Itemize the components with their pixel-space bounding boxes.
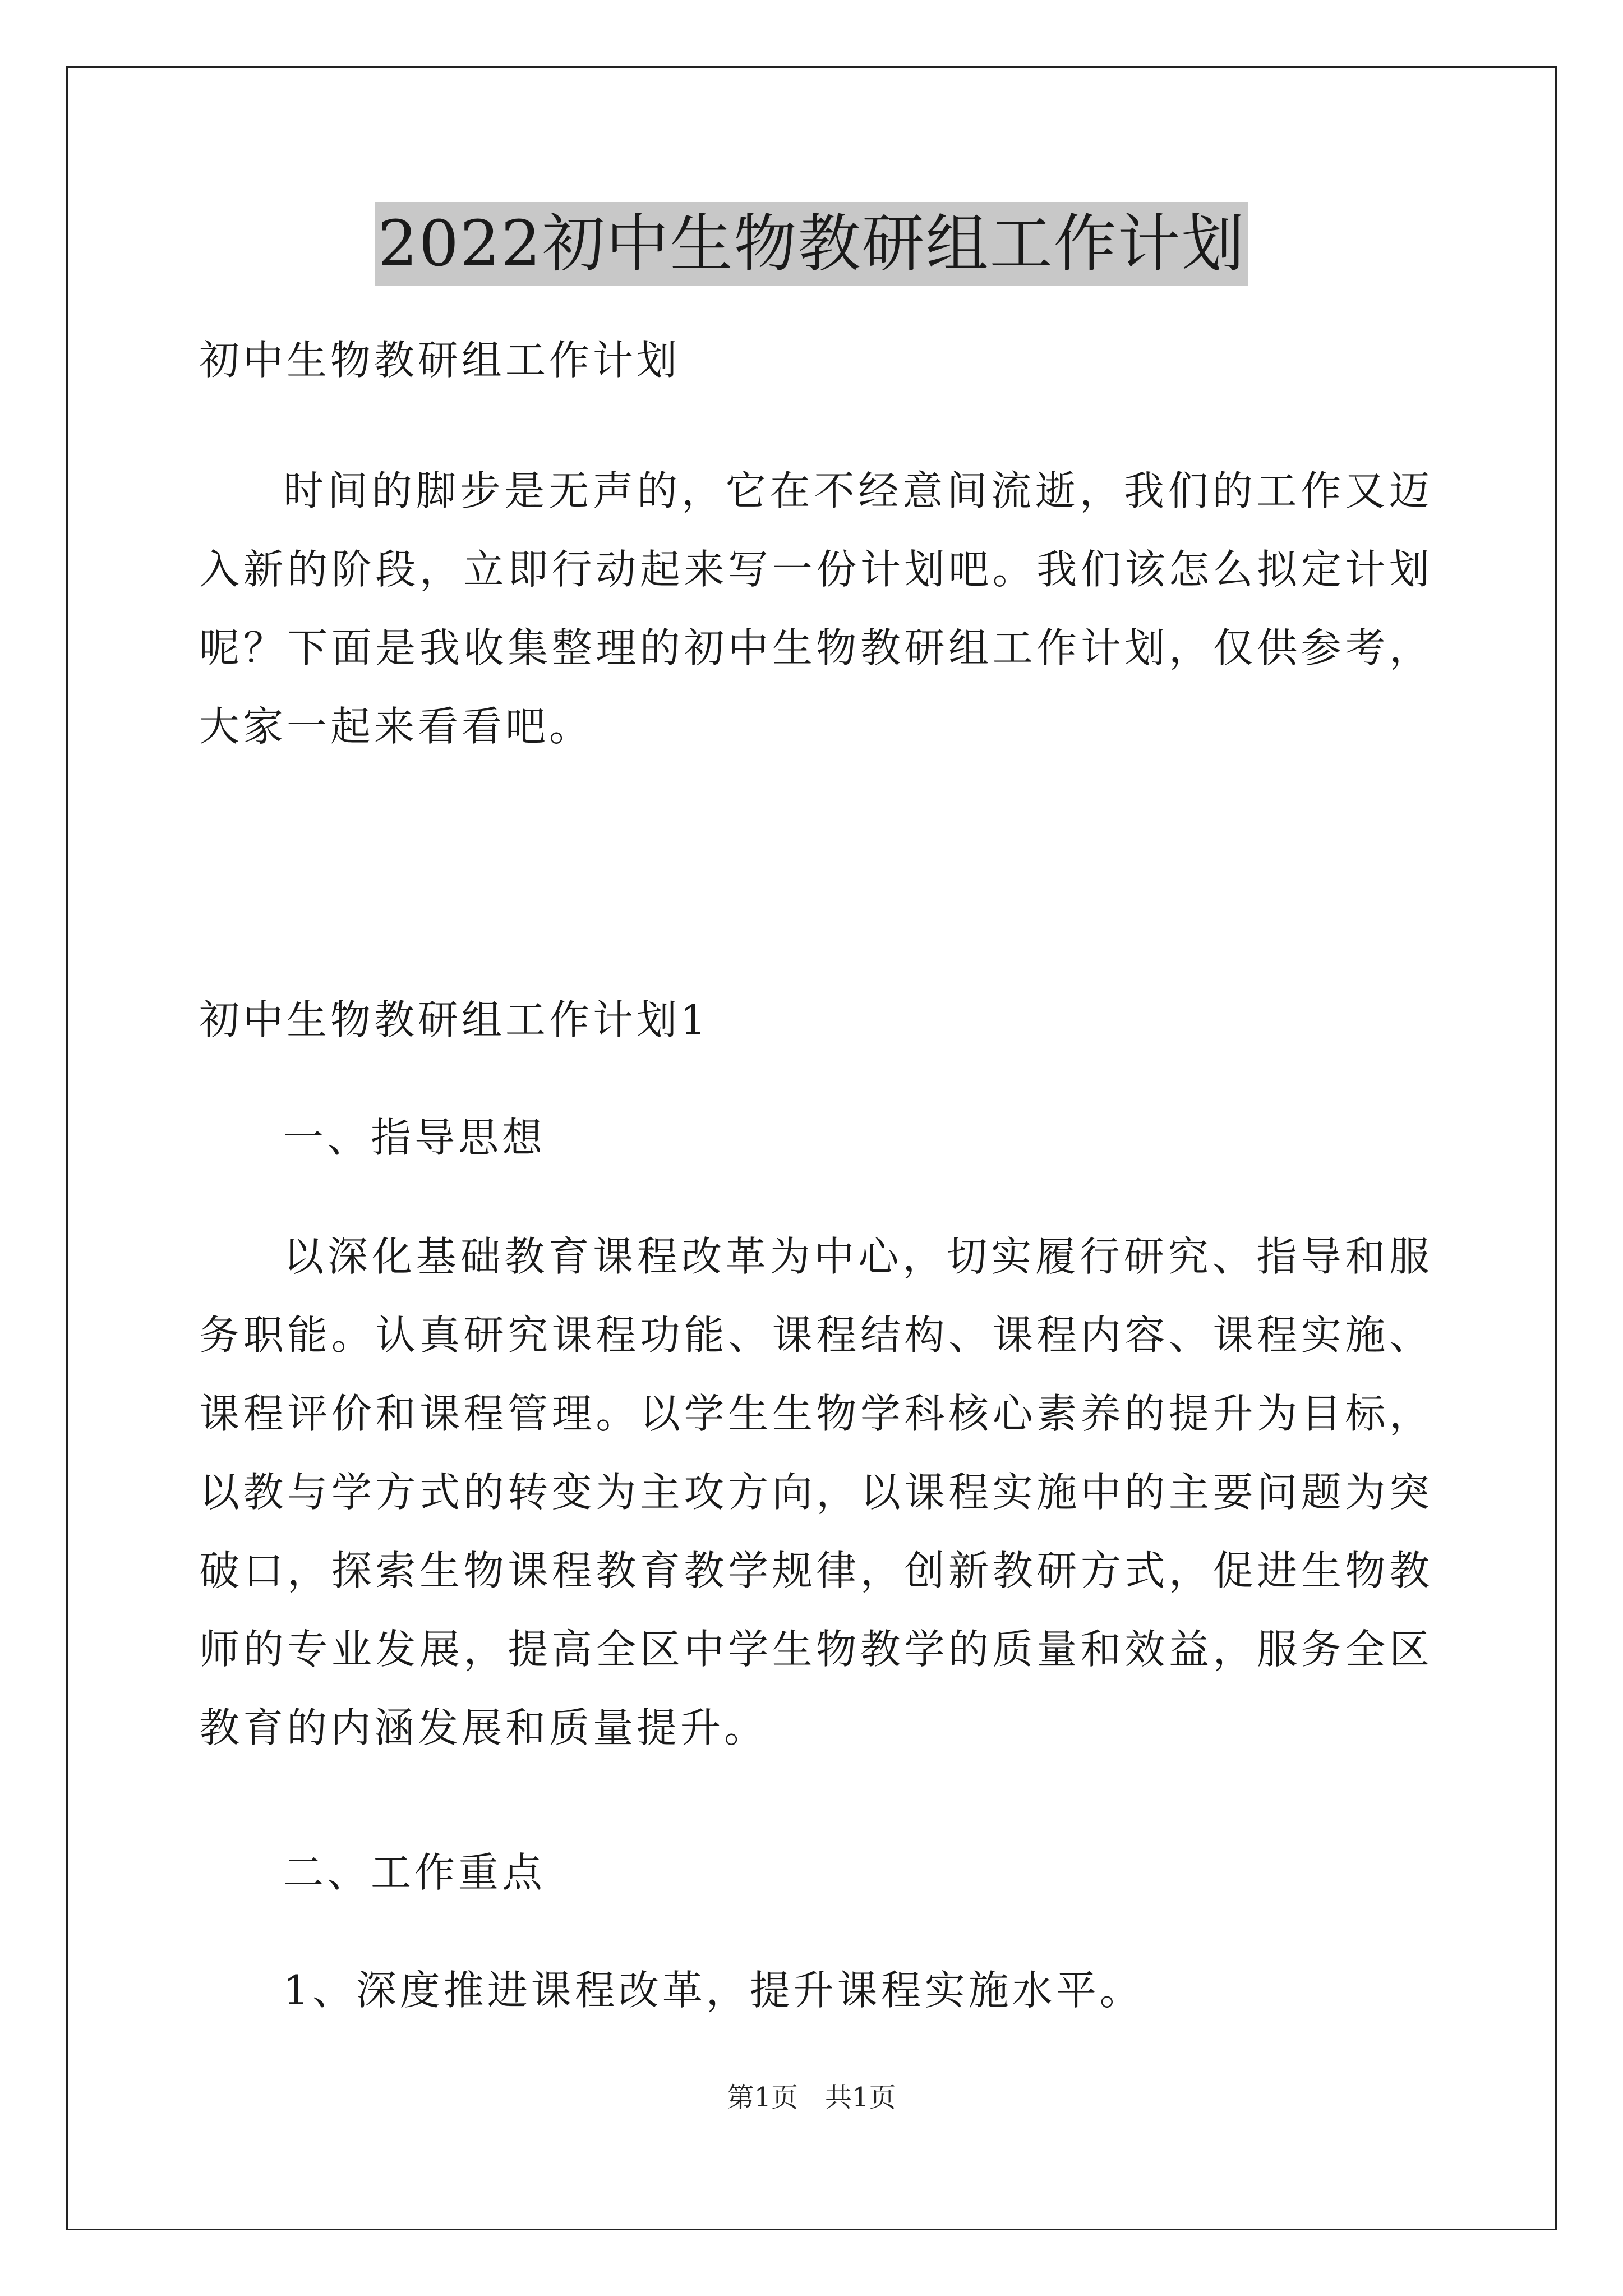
document-subtitle: 初中生物教研组工作计划 [199, 337, 681, 384]
title-wrap [0, 202, 1623, 286]
intro-paragraph: 时间的脚步是无声的，它在不经意间流逝，我们的工作又迈入新的阶段，立即行动起来写一份计划吧。我们该怎么拟定计划呢？下面是我收集整理的初中生物教研组工作计划，仅供参考，大家一起来看看吧。 [199, 467, 1433, 750]
work-focus-item-1: 1、深度推进课程改革，提升课程实施水平。 [283, 1967, 1144, 2014]
heading-guiding-ideology: 一、指导思想 [283, 1114, 546, 1161]
section-title: 初中生物教研组工作计划1 [199, 996, 709, 1043]
page-number-label: 第1页 共1页 [727, 2082, 896, 2113]
paragraph-guiding-ideology: 以深化基础教育课程改革为中心，切实履行研究、指导和服务职能。认真研究课程功能、课程结构、课程内容、课程实施、课程评价和课程管理。以学生生物学科核心素养的提升为目标，以教与学方式的转变为主攻方向，以课程实施中的主要问题为突破口，探索生物课程教育教学规律，创新教研方式，促进生物教师的专业发展，提高全区中学生物教学的质量和效益，服务全区教育的内涵发展和质量提升。 [199, 1233, 1433, 1751]
intro-block [199, 452, 1433, 766]
page-footer [0, 2076, 1623, 2114]
subtitle-block [199, 321, 1433, 399]
section-title-block [199, 981, 1433, 1059]
heading-2-block [199, 1833, 1433, 1912]
heading-1-block [199, 1098, 1433, 1177]
heading-work-focus: 二、工作重点 [283, 1849, 546, 1896]
item-1-block [199, 1951, 1433, 2030]
paragraph-1-block [199, 1217, 1433, 1767]
document-title: 2022初中生物教研组工作计划 [375, 202, 1247, 286]
